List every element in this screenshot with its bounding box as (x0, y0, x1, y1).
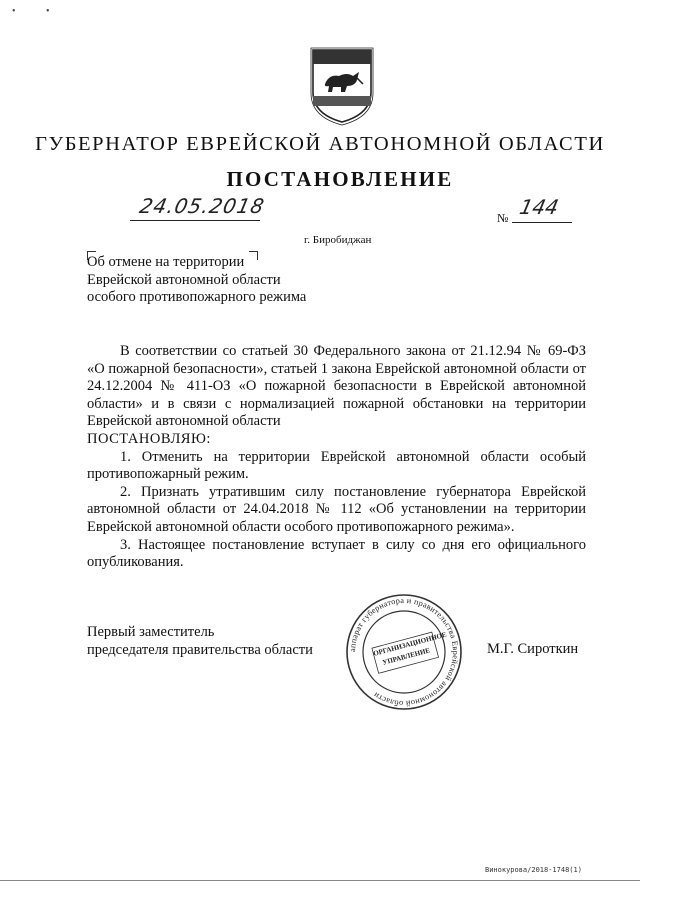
document-date: 24.05.2018 (137, 194, 268, 218)
official-stamp (344, 592, 464, 712)
bottom-edge-line (0, 880, 640, 881)
signatory-position (87, 623, 313, 659)
resolution-item: 1. Отменить на территории Еврейской автономной области особый противопожарный режим. (87, 448, 586, 483)
resolve-keyword: ПОСТАНОВЛЯЮ: (87, 430, 211, 447)
document-type-title: ПОСТАНОВЛЕНИЕ (226, 167, 454, 191)
subject-line: Об отмене на территории (87, 254, 245, 270)
city-label: г. Биробиджан (304, 234, 372, 246)
subject-line: Еврейской автономной области (87, 271, 281, 288)
coat-of-arms-emblem (307, 40, 377, 126)
document-body (87, 343, 586, 572)
position-line: председателя правительства области (87, 642, 313, 658)
number-sign: № (497, 211, 509, 225)
resolution-item: 3. Настоящее постановление вступает в силу со дня его официального опубликования. (87, 536, 586, 571)
stamp-inner-text: ОРГАНИЗАЦИОННОЕ УПРАВЛЕНИЕ (372, 630, 448, 667)
position-line: Первый заместитель (87, 624, 215, 640)
footer-registration-code: Винокурова/2018-1748(1) (485, 866, 582, 874)
document-number: 144 (517, 195, 561, 219)
preamble-paragraph: В соответствии со статьей 30 Федерального закона от 21.12.94 № 69-ФЗ «О пожарной безопасности», статьей 1 закона Еврейской автономной области от 24.12.2004 № 411-ОЗ «О пожарной безопасности в Еврейской автономной области» и в связи с нормализацией пожарной обстановки на территории Еврейской автономной области (87, 343, 586, 430)
subject-line: особого противопожарного режима (87, 289, 307, 305)
stamp-outer-text: аппарат губернатора и правительства Еврейской автономной области (347, 595, 461, 709)
signatory-name: М.Г. Сироткин (487, 641, 579, 657)
resolution-item: 2. Признать утратившим силу постановление губернатора Еврейской автономной области от 24.04.2018 № 112 «Об установлении на территории Еврейской автономной области особого противопожарного режима». (87, 483, 586, 535)
scan-marks: • • (12, 6, 64, 17)
issuing-authority: ГУБЕРНАТОР ЕВРЕЙСКОЙ АВТОНОМНОЙ ОБЛАСТИ (35, 133, 605, 155)
document-subject (87, 254, 306, 307)
